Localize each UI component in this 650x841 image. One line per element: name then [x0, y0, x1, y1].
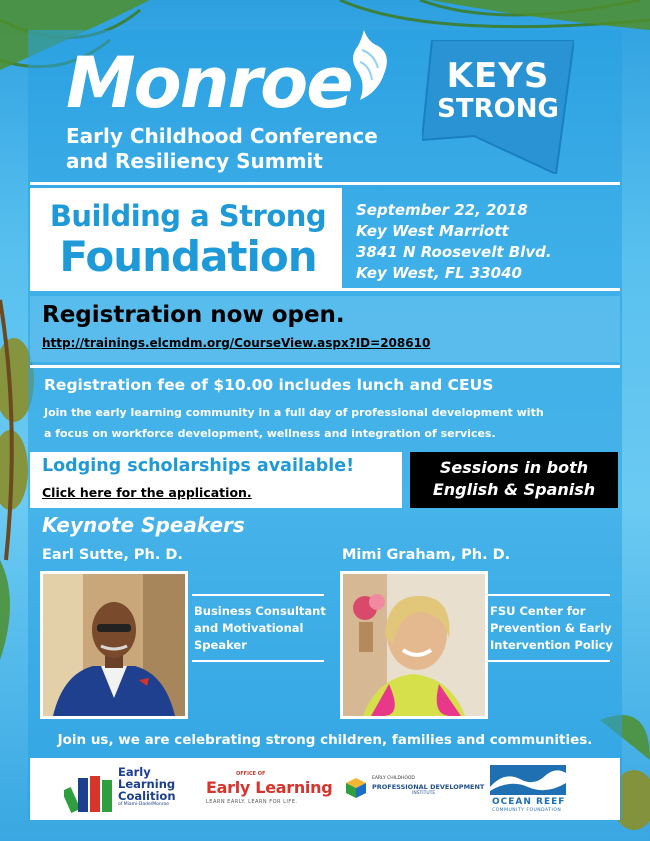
conference-title: Monroe	[66, 42, 352, 124]
speaker-2-name: Mimi Graham, Ph. D.	[342, 547, 511, 563]
description-line-1: Join the early learning community in a full day of professional development with	[44, 406, 544, 419]
registration-heading: Registration now open.	[42, 302, 345, 328]
badge-line-2: STRONG	[437, 94, 559, 124]
description-line-2: a focus on workforce development, wellness and integration of services.	[44, 427, 496, 440]
keys-strong-text	[422, 58, 574, 124]
oel-small-text: OFFICE OF	[236, 771, 266, 777]
theme-line-1: Building a Strong	[49, 199, 327, 233]
speaker-1-bio-line-2: and Motivational	[194, 621, 304, 635]
event-venue: Key West Marriott	[356, 222, 509, 240]
oel-tagline: LEARN EARLY. LEARN FOR LIFE.	[206, 799, 298, 805]
speaker-2-bio-line-1: FSU Center for	[490, 604, 586, 618]
speaker-1-bio-line-3: Speaker	[194, 638, 247, 652]
elc-logo-text	[118, 766, 176, 808]
oel-logo-text: Early Learning	[206, 778, 333, 797]
sessions-line-2: English & Spanish	[432, 480, 596, 499]
sessions-line-1: Sessions in both	[439, 458, 589, 477]
speaker-2-bio	[490, 603, 630, 654]
speaker-2-bio-line-3: Intervention Policy	[490, 638, 613, 652]
speaker-2-photo	[340, 571, 488, 719]
speaker-1-bio-line-bottom	[192, 660, 324, 662]
lodging-title: Lodging scholarships available!	[42, 456, 355, 476]
elc-books-icon	[64, 770, 116, 814]
speaker-1-bio-line-1: Business Consultant	[194, 604, 326, 618]
event-address-1: 3841 N Roosevelt Blvd.	[356, 243, 552, 261]
event-address-2: Key West, FL 33040	[356, 264, 522, 282]
subtitle-line-2: and Resiliency Summit	[66, 149, 323, 173]
pdi-small-text: EARLY CHILDHOOD	[372, 776, 415, 781]
speaker-1-photo	[40, 571, 188, 719]
pdi-sub-text: INSTITUTE	[412, 791, 436, 796]
elc-small-text: of Miami-Dade/Monroe	[118, 802, 170, 807]
speaker-1-name: Earl Sutte, Ph. D.	[42, 547, 183, 563]
conference-subtitle	[66, 124, 396, 174]
ocean-reef-logo-text: OCEAN REEF	[492, 797, 566, 807]
divider-top	[30, 182, 620, 185]
speaker-1-bio	[194, 603, 334, 654]
ocean-reef-wave-icon	[490, 765, 566, 795]
elc-line-2: Learning	[118, 777, 176, 791]
speaker-1-bio-line-top	[192, 594, 324, 596]
badge-line-1: KEYS	[446, 56, 550, 96]
speaker-2-bio-line-top	[488, 594, 610, 596]
divider-registration	[30, 288, 620, 291]
subtitle-line-1: Early Childhood Conference	[66, 124, 378, 148]
registration-description	[44, 402, 584, 444]
divider-fee	[30, 365, 620, 368]
registration-link[interactable]: http://trainings.elcmdm.org/CourseView.aspx?ID=208610	[42, 336, 431, 350]
conch-shell-icon	[344, 28, 392, 102]
event-details	[356, 200, 606, 284]
registration-fee: Registration fee of $10.00 includes lunch and CEUS	[44, 376, 494, 394]
speaker-2-bio-line-2: Prevention & Early	[490, 621, 612, 635]
elc-line-3: Coalition	[118, 789, 176, 803]
pdi-logo-text: PROFESSIONAL DEVELOPMENT	[372, 783, 485, 791]
closing-message: Join us, we are celebrating strong children, families and communities.	[57, 732, 593, 748]
lodging-application-link[interactable]: Click here for the application.	[42, 485, 252, 500]
pdi-cube-icon	[344, 776, 368, 800]
theme-line-2: Foundation	[59, 232, 317, 281]
sessions-text	[410, 457, 618, 501]
speaker-1-portrait	[43, 574, 185, 716]
ocean-reef-sub-text: COMMUNITY FOUNDATION	[492, 808, 562, 813]
speaker-2-bio-line-bottom	[488, 660, 610, 662]
speaker-2-portrait	[343, 574, 485, 716]
event-date: September 22, 2018	[356, 201, 528, 219]
keynote-heading: Keynote Speakers	[42, 513, 245, 537]
elc-line-1: Early	[118, 765, 151, 779]
